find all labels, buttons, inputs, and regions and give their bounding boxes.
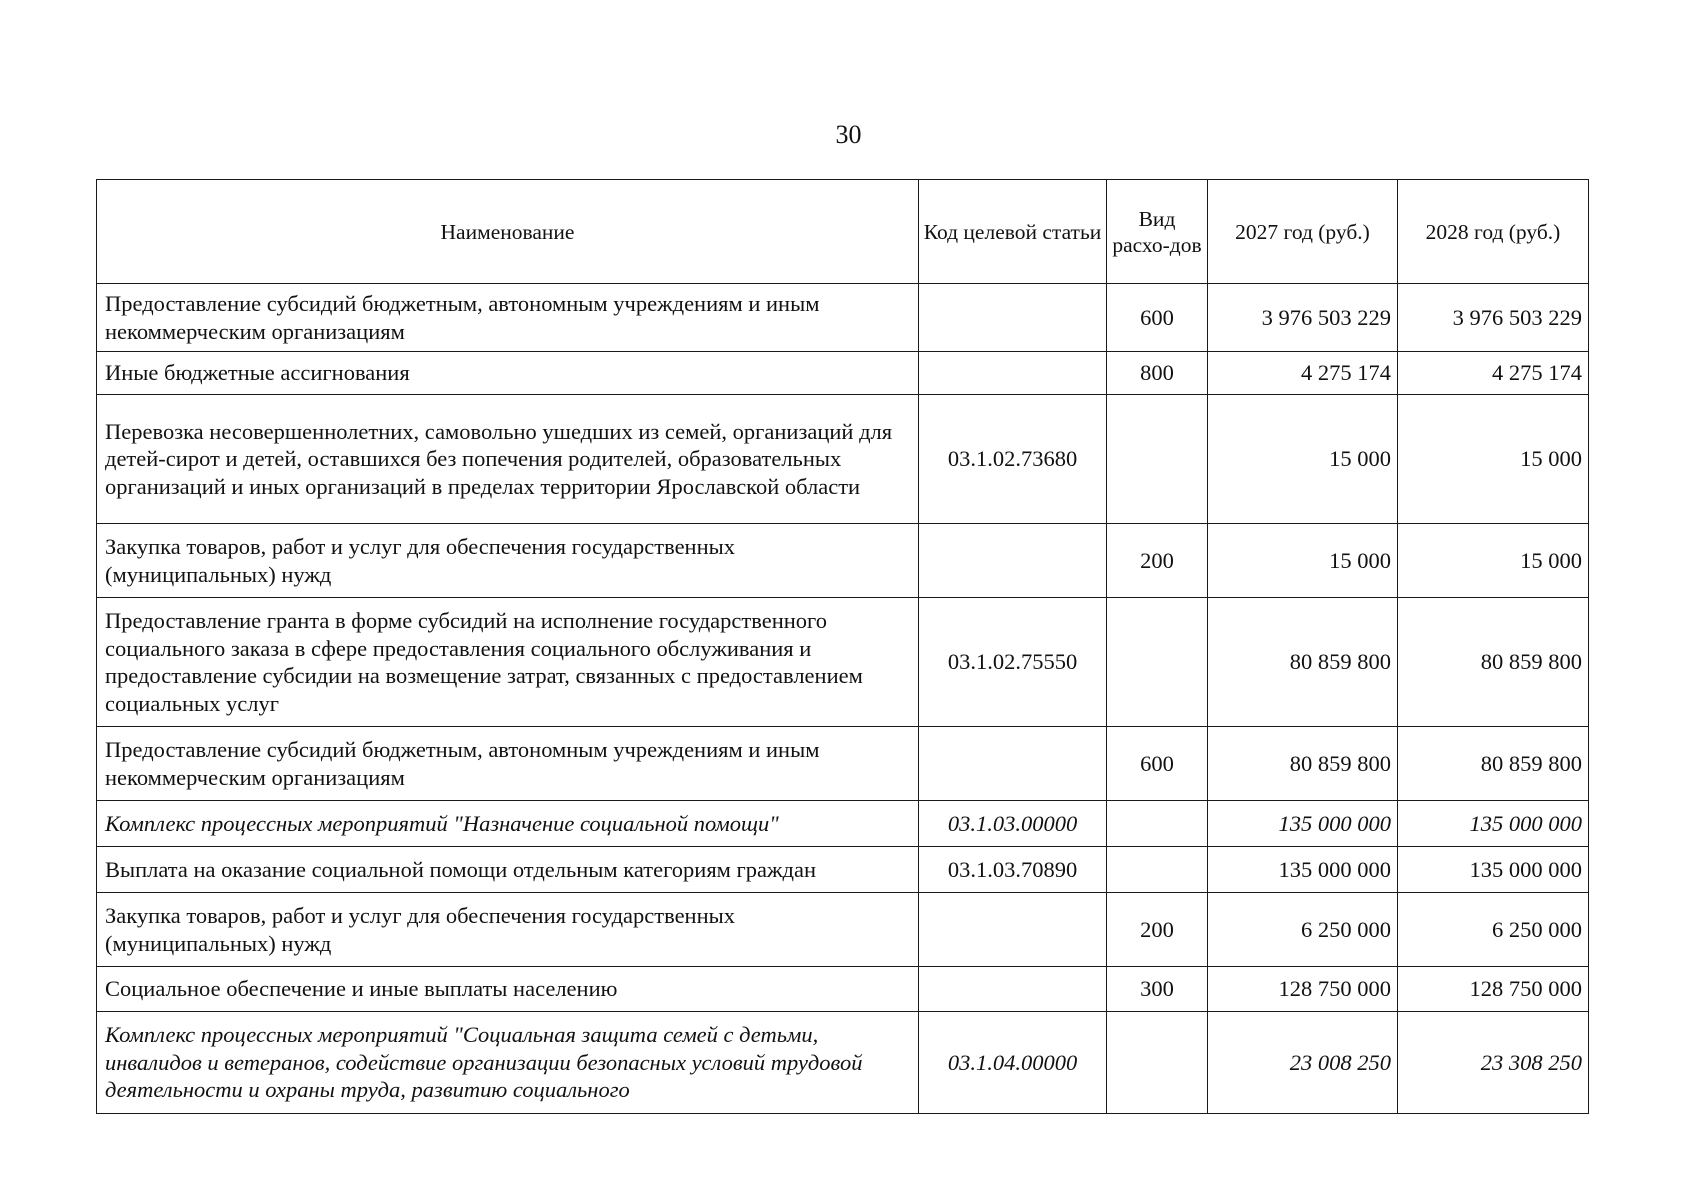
row-kind: 600 <box>1107 727 1208 801</box>
table-header <box>97 180 1589 284</box>
header-2027: 2027 год (руб.) <box>1208 180 1398 284</box>
row-amount-2028: 15 000 <box>1398 395 1589 524</box>
row-amount-2027: 3 976 503 229 <box>1208 284 1398 352</box>
row-kind <box>1107 1012 1208 1114</box>
row-amount-2028: 135 000 000 <box>1398 801 1589 847</box>
row-name: Предоставление субсидий бюджетным, автономным учреждениям и иным некоммерческим организациям <box>97 284 919 352</box>
table-row <box>97 395 1589 524</box>
row-amount-2028: 128 750 000 <box>1398 967 1589 1012</box>
header-2028: 2028 год (руб.) <box>1398 180 1589 284</box>
table-row <box>97 284 1589 352</box>
row-amount-2028: 6 250 000 <box>1398 893 1589 967</box>
row-kind: 600 <box>1107 284 1208 352</box>
row-kind: 300 <box>1107 967 1208 1012</box>
row-name: Выплата на оказание социальной помощи отдельным категориям граждан <box>97 847 919 893</box>
row-amount-2027: 4 275 174 <box>1208 352 1398 395</box>
row-kind: 800 <box>1107 352 1208 395</box>
row-amount-2027: 15 000 <box>1208 524 1398 598</box>
row-code: 03.1.03.70890 <box>919 847 1107 893</box>
row-code <box>919 727 1107 801</box>
row-amount-2028: 135 000 000 <box>1398 847 1589 893</box>
row-amount-2028: 15 000 <box>1398 524 1589 598</box>
row-amount-2028: 23 308 250 <box>1398 1012 1589 1114</box>
table-row <box>97 801 1589 847</box>
header-kind: Вид расхо-дов <box>1107 180 1208 284</box>
table-row <box>97 1012 1589 1114</box>
row-kind <box>1107 598 1208 727</box>
page-number: 30 <box>835 120 862 149</box>
row-amount-2028: 4 275 174 <box>1398 352 1589 395</box>
row-kind: 200 <box>1107 893 1208 967</box>
row-name: Предоставление субсидий бюджетным, автономным учреждениям и иным некоммерческим организациям <box>97 727 919 801</box>
row-amount-2027: 23 008 250 <box>1208 1012 1398 1114</box>
row-name: Закупка товаров, работ и услуг для обеспечения государственных (муниципальных) нужд <box>97 893 919 967</box>
row-name: Иные бюджетные ассигнования <box>97 352 919 395</box>
row-amount-2028: 80 859 800 <box>1398 727 1589 801</box>
row-code: 03.1.03.00000 <box>919 801 1107 847</box>
table-row <box>97 598 1589 727</box>
table-row <box>97 727 1589 801</box>
row-kind <box>1107 847 1208 893</box>
row-amount-2028: 3 976 503 229 <box>1398 284 1589 352</box>
row-name: Закупка товаров, работ и услуг для обеспечения государственных (муниципальных) нужд <box>97 524 919 598</box>
row-name: Комплекс процессных мероприятий "Назначение социальной помощи" <box>97 801 919 847</box>
row-code: 03.1.04.00000 <box>919 1012 1107 1114</box>
table-row <box>97 967 1589 1012</box>
row-name: Комплекс процессных мероприятий "Социальная защита семей с детьми, инвалидов и ветеранов, содействие организации безопасных условий трудовой деятельности и охраны труда, развитию социального <box>97 1012 919 1114</box>
row-code: 03.1.02.73680 <box>919 395 1107 524</box>
row-code <box>919 352 1107 395</box>
row-amount-2027: 135 000 000 <box>1208 847 1398 893</box>
row-name: Предоставление гранта в форме субсидий на исполнение государственного социального заказа в сфере предоставления социального обслуживания и предоставление субсидии на возмещение затрат, связанных с предоставлением социальных услуг <box>97 598 919 727</box>
row-kind <box>1107 801 1208 847</box>
row-name: Перевозка несовершеннолетних, самовольно ушедших из семей, организаций для детей-сирот и детей, оставшихся без попечения родителей, образовательных организаций и иных организаций в пределах территории Ярославской области <box>97 395 919 524</box>
row-code <box>919 893 1107 967</box>
row-amount-2027: 15 000 <box>1208 395 1398 524</box>
row-code <box>919 284 1107 352</box>
table-row <box>97 524 1589 598</box>
row-code: 03.1.02.75550 <box>919 598 1107 727</box>
row-amount-2027: 135 000 000 <box>1208 801 1398 847</box>
header-name: Наименование <box>97 180 919 284</box>
table-body <box>97 284 1589 1114</box>
table-row <box>97 352 1589 395</box>
row-name: Социальное обеспечение и иные выплаты населению <box>97 967 919 1012</box>
row-amount-2027: 6 250 000 <box>1208 893 1398 967</box>
row-amount-2027: 80 859 800 <box>1208 598 1398 727</box>
budget-table <box>96 179 1589 1114</box>
row-code <box>919 967 1107 1012</box>
table-row <box>97 893 1589 967</box>
header-row <box>97 180 1589 284</box>
table-row <box>97 847 1589 893</box>
row-code <box>919 524 1107 598</box>
row-amount-2027: 128 750 000 <box>1208 967 1398 1012</box>
row-amount-2027: 80 859 800 <box>1208 727 1398 801</box>
row-kind <box>1107 395 1208 524</box>
row-kind: 200 <box>1107 524 1208 598</box>
header-code: Код целевой статьи <box>919 180 1107 284</box>
row-amount-2028: 80 859 800 <box>1398 598 1589 727</box>
